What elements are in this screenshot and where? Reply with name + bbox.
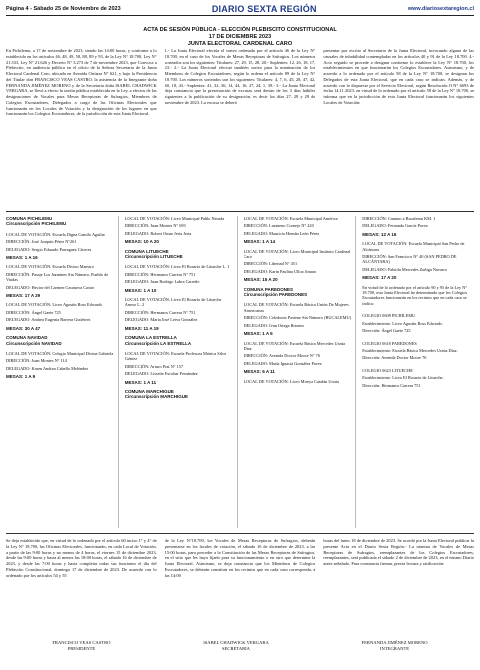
mesas-range: MESAS: 10 A 20 [124, 239, 159, 245]
local-block [6, 302, 115, 331]
signature-2 [203, 640, 269, 652]
local-block [362, 216, 471, 237]
mesas-range: MESAS: 30 A 47 [6, 325, 41, 331]
local-address: DIRECCIÓN: Libertad N° 451 [243, 261, 298, 267]
local-block [125, 249, 234, 293]
local-block [244, 216, 353, 245]
local-delegate: DELEGADO: María Ignacia González Pavez [243, 360, 322, 366]
local-address: DIRECCIÓN: Ángel Gaete 725 [6, 309, 61, 315]
mesas-range: MESAS: 11 A 19 [124, 325, 159, 331]
page-header [6, 4, 474, 14]
local-delegate: DELEGADO: Lissette Escobar Fernández [124, 371, 198, 377]
intro-col-2: 1.- La Junta Electoral efectúa el sorteo ordenado por el artículo 46 de la Ley N° 18.700, en el caso de los Vocales de Mesas Receptoras de Sufragios. Los números sorteados son los siguientes: Titulares: 27, 29, 15, 28, 20.- Suplentes: 12, 26, 18, 17, 23.- 2.- La Junta Electoral efectuó también sorteo para la nominación de los Miembros de Colegios Escrutadores, según lo ordena el artículo 89 de la Ley N° 18.700. Los números sorteados son los siguientes: Titulares: 4, 7, 6, 45, 28, 47, 42, 60, 18, 43.- Suplentes: 41, 32, 36, 14, 44, 16, 27, 24, 1, 39.- 3.- La Junta Electoral deja constancia que la presentación de excusas será dentro de los 3 días hábiles siguientes a la publicación de su designación, es decir los días 27, 28 y 29 de noviembre de 2023. La excusa se deberá [164, 48, 316, 105]
local-block [6, 335, 115, 379]
local-name: LOCAL DE VOTACIÓN: Escuela Profesora Mónica Silva Gómez [124, 350, 227, 362]
comuna-heading: COMUNA PAREDONES [243, 286, 294, 292]
local-name: LOCAL DE VOTACIÓN: Liceo Mireya Catalán Urzúa [243, 378, 339, 384]
local-delegate: DELEGADO: María José Leiva González [124, 317, 198, 323]
mesas-range: MESAS: 1 A 9 [6, 374, 36, 380]
local-block [6, 264, 115, 298]
newspaper-brand: DIARIO SEXTA REGIÓN [211, 4, 317, 14]
signature-role: PRESIDENTE [67, 646, 96, 651]
local-delegate: DELEGADO: Fernanda García Pavez [362, 223, 428, 229]
closing-col-1: Se deja establecido que, en virtud de lo ordenado por el artículo 60 inciso 1° y 4° de la Ley N° 18.700, las Oficinas Electorales, funcionarán, en cada Local de Votación, a partir de las 9:00 horas y no menos de 4 horas, el viernes 15 de diciembre 2023, desde las 9:00 horas y hasta al menos las 18:00 horas, el sábado 16 de diciembre de 2023, y desde las 7:00 horas y hasta completar todas sus funciones el día del Plebiscito Constitucional, domingo 17 de diciembre de 2023. De acuerdo con lo ordenado por los artículos 54 y 55 [6, 538, 157, 578]
local-name: LOCAL DE VOTACIÓN: Liceo El Rosario de Litueche Anexo L. 2 [124, 297, 222, 308]
local-block [125, 297, 234, 331]
circunscripcion-heading: Circunscripción NAVIDAD [6, 340, 62, 346]
local-address: DIRECCIÓN: Arturo Prat N° 157 [124, 363, 184, 369]
local-name: LOCAL DE VOTACIÓN: Liceo Municipal Instituto Cardenal Caro [243, 248, 351, 260]
colegio-block [362, 341, 471, 368]
local-name: LOCAL DE VOTACIÓN: Escuela Municipal San Pedro de Alcántara [362, 241, 465, 252]
local-block [125, 216, 234, 245]
colegio-address: Dirección: Ángel Gaete 725 [362, 328, 411, 334]
signature-name: FERNANDA JIMÉNEZ MORENO [361, 640, 428, 645]
local-delegate: DELEGADO: Sergio Eduardo Parraguez Cáceres [6, 246, 92, 252]
local-block [125, 335, 234, 385]
local-block [244, 287, 353, 337]
mesas-range: MESAS: 17 A 29 [6, 293, 41, 299]
comuna-heading: COMUNA LITUECHE [124, 248, 169, 254]
colegio-address: Dirección: Hermanos Carrera 751 [362, 382, 421, 388]
circunscripcion-heading: Circunscripción LA ESTRELLA [124, 340, 192, 346]
colegio-establishment: Establecimiento: Liceo Agustín Ross Edwards. [362, 320, 444, 326]
local-address: DIRECCIÓN: José Joaquín Pérez N°261 [6, 239, 77, 245]
local-name: LOCAL DE VOTACIÓN: Escuela Divino Maestro [6, 264, 94, 270]
local-block [6, 216, 115, 260]
colegios-intro: En virtud de lo ordenado por el artículo 90 y 95 de la Ley N° 18.700, esta Junta Electoral ha determinado que los Colegios Escrutadores funcionarán en los recintos que en cada caso se indica: [362, 284, 468, 306]
title-line-3: JUNTA ELECTORAL CARDENAL CARO [187, 41, 293, 47]
intro-col-1: En Pichilemu, a 17 de noviembre de 2023, siendo las 14:00 horas, y conforme a lo establecido en los artículos 46, 48, 49, 58, 88, 89 y 93, de la Ley N° 18.700, Ley N° 21.533, Ley N° 21.626 y Decreto N° 3.273 de 7 de noviembre 2023, que Convoca a Plebiscito, en audiencia pública en el oficio de la Señora Secretaria de la Junta Electoral Cardenal Caro, ubicada en Avenida Ortúzar N° 621, y bajo la Presidencia del Titular don FRANCISCO VEAS CASTRO, la asistencia de la Integrante doña FERNANDA JIMÉNEZ MORENO y de la Secretaria doña ISABEL CHADWICK VERGARA, se llevó a efecto la sesión pública establecida en la Ley, a efectos de las designaciones de Vocales para Mesas Receptoras de Sufragios, Miembros de Colegios Escrutadores, Delegados a cargo de las Oficinas Electorales que funcionarán en los Locales de Votación y la designación de los lugares en que funcionarán los Colegios Escrutadores, de la jurisdicción de esta Junta Electoral. [6, 48, 157, 117]
closing-col-2: de la Ley N°18.700, los Vocales de Mesas Receptoras de Sufragios, deberán presentarse en los locales de votación, el sábado 16 de diciembre de 2023, a las 15:00 horas, para proceder a la Constitución de las Mesas Receptoras de Sufragios, en el sitio que les haya fijado para su funcionamiento o en otro que determine la Junta Electoral. Asimismo, se deja constancia que los Miembros de Colegios Escrutadores, se deberán constituir en los recintos que en cada caso corresponda, a las 14:00 [164, 538, 316, 578]
local-delegate: DELEGADO: Juan Rodrigo Labra Carreño [124, 279, 200, 285]
page-label: Página 4 - Sábado 25 de Noviembre de 2023 [6, 6, 121, 12]
local-delegate: DELEGADO: Andrea Eugenia Barrera Gutiérrez [6, 317, 91, 323]
local-block [125, 389, 234, 405]
locales-col-3 [244, 216, 357, 528]
local-address: DIRECCIÓN: Avenida Doctor Moore N° 76 [243, 353, 320, 359]
spacer [125, 400, 234, 405]
local-name: LOCAL DE VOTACIÓN: Liceo El Rosario de Litueche L. 1 [124, 264, 230, 270]
local-block [244, 341, 353, 375]
local-address: DIRECCIÓN: Hermanos Carrera N° 751 [124, 271, 196, 277]
title-line-2: 17 DE DICIEMBRE 2023 [208, 34, 272, 40]
intro-columns [6, 48, 474, 204]
local-delegate: DELEGADO: Robert Omar Jeria Jeria [124, 230, 192, 236]
circunscripcion-heading: Circunscripción LITUECHE [124, 254, 183, 260]
local-address: DIRECCIÓN: Luzmeno Cornejo N° 220 [243, 223, 314, 229]
local-address: DIRECCIÓN: San Francisco N° 40 (SAN PEDRO DE ALCÁNTARA) [362, 254, 457, 265]
local-block [362, 241, 471, 280]
act-title [60, 27, 420, 48]
mesas-range: MESAS: 1 A 10 [124, 287, 157, 293]
local-name: LOCAL DE VOTACIÓN: Escuela Municipal América [243, 216, 338, 221]
intro-col-3: presentar por escrito al Secretario de la Junta Electoral, invocando alguna de las causales de inhabilidad contempladas en los artículos 40 y 91 de la Ley 18.700. 4.- Acto seguido se procede a designar conforme lo establece la Ley N° 18.700, los establecimientos en que funcionarán los Colegios Escrutadores. Asimismo, y de acuerdo a lo ordenado por el artículo 58 de la Ley N° 18.700, se designan los Delegados de esta Junta Electoral, que en cada caso se indican. Además, y de acuerdo con lo dispuesto por el Servicio Electoral, según Resolución O N° 6693 de fecha 14.11.2023, en virtud de lo ordenado por el artículo 58 de la Ley N° 18.700, se informa que en la jurisdicción de esta Junta Electoral funcionarán los siguientes Locales de Votación: [323, 48, 475, 105]
comuna-heading: COMUNA PICHILEMU [6, 216, 53, 221]
local-name: LOCAL DE VOTACIÓN: Escuela Digna Camilo Aguilar [6, 231, 105, 237]
signature-role: SECRETARIA [222, 646, 250, 651]
mesas-range: MESAS: 6 A 11 [243, 369, 275, 375]
signature-3 [362, 640, 428, 652]
locales-col-4 [362, 216, 474, 528]
comuna-heading: COMUNA NAVIDAD [6, 335, 48, 341]
local-name: LOCAL DE VOTACIÓN: Liceo Agustín Ross Edwards [6, 302, 103, 308]
local-address: DIRECCIÓN: Celedonio Pastene Sin Número (BUCALEMU) [243, 315, 352, 321]
local-name: DIRECCIÓN: Camino a Bucalemu KM. 1 [362, 216, 436, 221]
local-block [244, 379, 353, 384]
locales-columns [6, 216, 474, 528]
signature-1 [52, 640, 110, 652]
local-delegate: DELEGADO: Ivan Ortega Briones [243, 322, 304, 328]
mesas-range: MESAS: 12 A 16 [362, 231, 397, 237]
newspaper-url: www.diariosextaregion.cl [407, 6, 474, 12]
local-delegate: DELEGADO: Karin Paulina Ulloa Amaro [243, 268, 317, 274]
circunscripcion-heading: Circunscripción PICHILEMU [6, 221, 67, 227]
colegio-name: COLEGIO 0608 PICHILEMU [362, 313, 416, 319]
closing-columns [6, 538, 474, 608]
local-block [244, 249, 353, 283]
mesas-range: MESAS: 1 A 5 [243, 331, 273, 337]
locales-col-2 [125, 216, 238, 528]
colegio-block [362, 368, 471, 395]
comuna-heading: COMUNA MARCHIGUE [124, 388, 174, 394]
local-name: LOCAL DE VOTACIÓN: Escuela Básica Mercedes Urzúa Díaz [243, 340, 346, 351]
signature-role: INTEGRANTE [380, 646, 410, 651]
locales-col-1 [6, 216, 119, 528]
circunscripcion-heading: Circunscripción PAREDONES [243, 292, 308, 298]
title-line-1: ACTA DE SESIÓN PÚBLICA - ELECCIÓN PLEBISCITO CONSTITUCIONAL [143, 27, 337, 33]
local-delegate: DELEGADO: Hector del Carmen Casanova Castro [6, 284, 95, 290]
local-name: LOCAL DE VOTACIÓN: Escuela Básica Unión De Mujeres Americanas [243, 302, 349, 313]
signature-name: ISABEL CHADWICK VERGARA [203, 640, 269, 645]
local-delegate: DELEGADO: Karen Andrea Cabello Meléndez [6, 365, 89, 371]
colegio-block [362, 313, 471, 340]
mesas-range: MESAS: 17 A 20 [362, 275, 397, 281]
local-name: LOCAL DE VOTACIÓN: Liceo Municipal Pablo Neruda [124, 216, 225, 221]
section-divider [6, 211, 474, 212]
closing-col-3: horas del lunes 18 de diciembre de 2023. Se acordó por la Junta Electoral publicar la presente Acta en el Diario Sexta Región.- La nómina de Vocales de Mesas Receptoras de Sufragios, reemplazantes de los Colegios Escrutadores, reemplazantes, será publicada el sábado 2 de diciembre de 2023, en el mismo Diario antes señalado. Para constancia firman, previa lectura y ratificación: [323, 538, 475, 566]
colegio-name: COLEGIO 0618 PAREDONES [362, 340, 417, 346]
local-address: DIRECCIÓN: Juan Montes N° 693 [124, 223, 186, 229]
local-name: LOCAL DE VOTACIÓN: Colegio Municipal Divina Gabriela [6, 350, 114, 356]
comuna-heading: COMUNA LA ESTRELLA [124, 335, 177, 341]
local-address: DIRECCIÓN: Pasaje Los Jazmines Sin Número, Pueblo de Viudas [6, 271, 109, 283]
circunscripcion-heading: Circunscripción MARCHIGUE [124, 394, 189, 400]
header-divider [6, 15, 474, 16]
colegio-establishment: Establecimiento: Liceo El Rosario de Litueche. [362, 375, 444, 381]
local-delegate: DELEGADO: Mauricio Hernán León Pérez [243, 230, 320, 236]
colegio-establishment: Establecimiento: Escuela Básica Mercedes Urzúa Díaz. [362, 347, 458, 353]
local-delegate: DELEGADO: Fabiola Mercedes Zuñiga Navarro [362, 266, 447, 272]
mesas-range: MESAS: 1 A 11 [124, 379, 157, 385]
closing-divider [6, 533, 474, 534]
mesas-range: MESAS: 1 A 16 [6, 255, 38, 261]
colegio-address: Dirección: Avenida Doctor Moore 76 [362, 355, 427, 361]
signature-name: FRANCISCO VEAS CASTRO [52, 640, 111, 645]
colegio-name: COLEGIO 0623 LITUECHE [362, 367, 413, 373]
spacer [362, 390, 471, 395]
mesas-range: MESAS: 15 A 20 [243, 277, 278, 283]
mesas-range: MESAS: 1 A 14 [243, 239, 276, 245]
signatures [6, 640, 474, 652]
local-address: DIRECCIÓN: Juan Montes N° 114 [6, 358, 67, 364]
local-address: DIRECCIÓN: Hermanos Carrera N° 751 [124, 309, 196, 315]
